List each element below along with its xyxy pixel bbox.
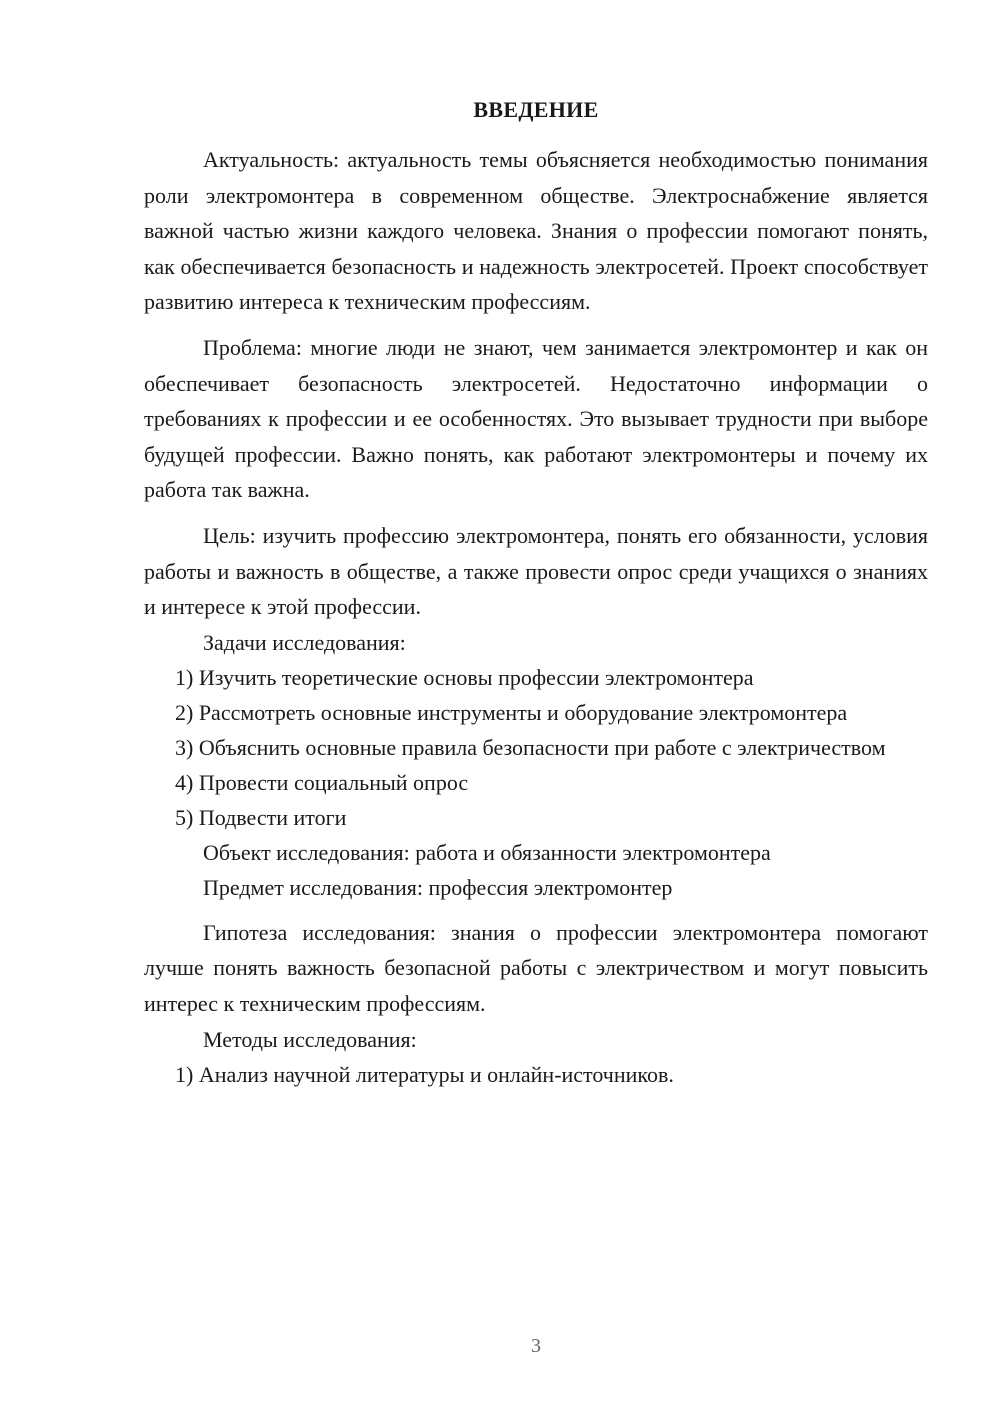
method-item-1: 1) Анализ научной литературы и онлайн-источников. — [175, 1061, 674, 1087]
paragraph-subject: Предмет исследования: профессия электромонтер — [203, 874, 673, 900]
task-item-2: 2) Рассмотреть основные инструменты и оборудование электромонтера — [175, 699, 848, 725]
page-number: 3 — [531, 1335, 541, 1357]
task-item-4: 4) Провести социальный опрос — [175, 769, 469, 795]
page-content — [144, 96, 928, 1092]
task-item-5: 5) Подвести итоги — [175, 804, 347, 830]
task-item-1: 1) Изучить теоретические основы профессии электромонтера — [175, 664, 754, 690]
page-title: ВВЕДЕНИЕ — [473, 97, 599, 122]
paragraph-problem: Проблема: многие люди не знают, чем занимается электромонтер и как он обеспечивает безопасность электросетей. Недостаточно информации о требованиях к профессии и ее особенностях. Это вызывает трудности при выборе будущей профессии. Важно понять, как работают электромонтеры и почему их работа так важна. — [144, 334, 928, 503]
paragraph-goal: Цель: изучить профессию электромонтера, понять его обязанности, условия работы и важность в обществе, а также провести опрос среди учащихся о знаниях и интересе к этой профессии. — [144, 522, 928, 620]
task-item-3: 3) Объяснить основные правила безопасности при работе с электричеством — [175, 734, 886, 760]
paragraph-object: Объект исследования: работа и обязанности электромонтера — [203, 839, 771, 865]
methods-heading: Методы исследования: — [203, 1026, 417, 1052]
paragraph-relevance: Актуальность: актуальность темы объясняется необходимостью понимания роли электромонтера в современном обществе. Электроснабжение является важной частью жизни каждого человека. Знания о профессии помогают понять, как обеспечивается безопасность и надежность электросетей. Проект способствует развитию интереса к техническим профессиям. — [144, 147, 928, 315]
paragraph-hypothesis: Гипотеза исследования: знания о профессии электромонтера помогают лучше понять важность безопасной работы с электричеством и могут повысить интерес к техническим профессиям. — [144, 919, 928, 1016]
tasks-heading: Задачи исследования: — [203, 629, 406, 655]
